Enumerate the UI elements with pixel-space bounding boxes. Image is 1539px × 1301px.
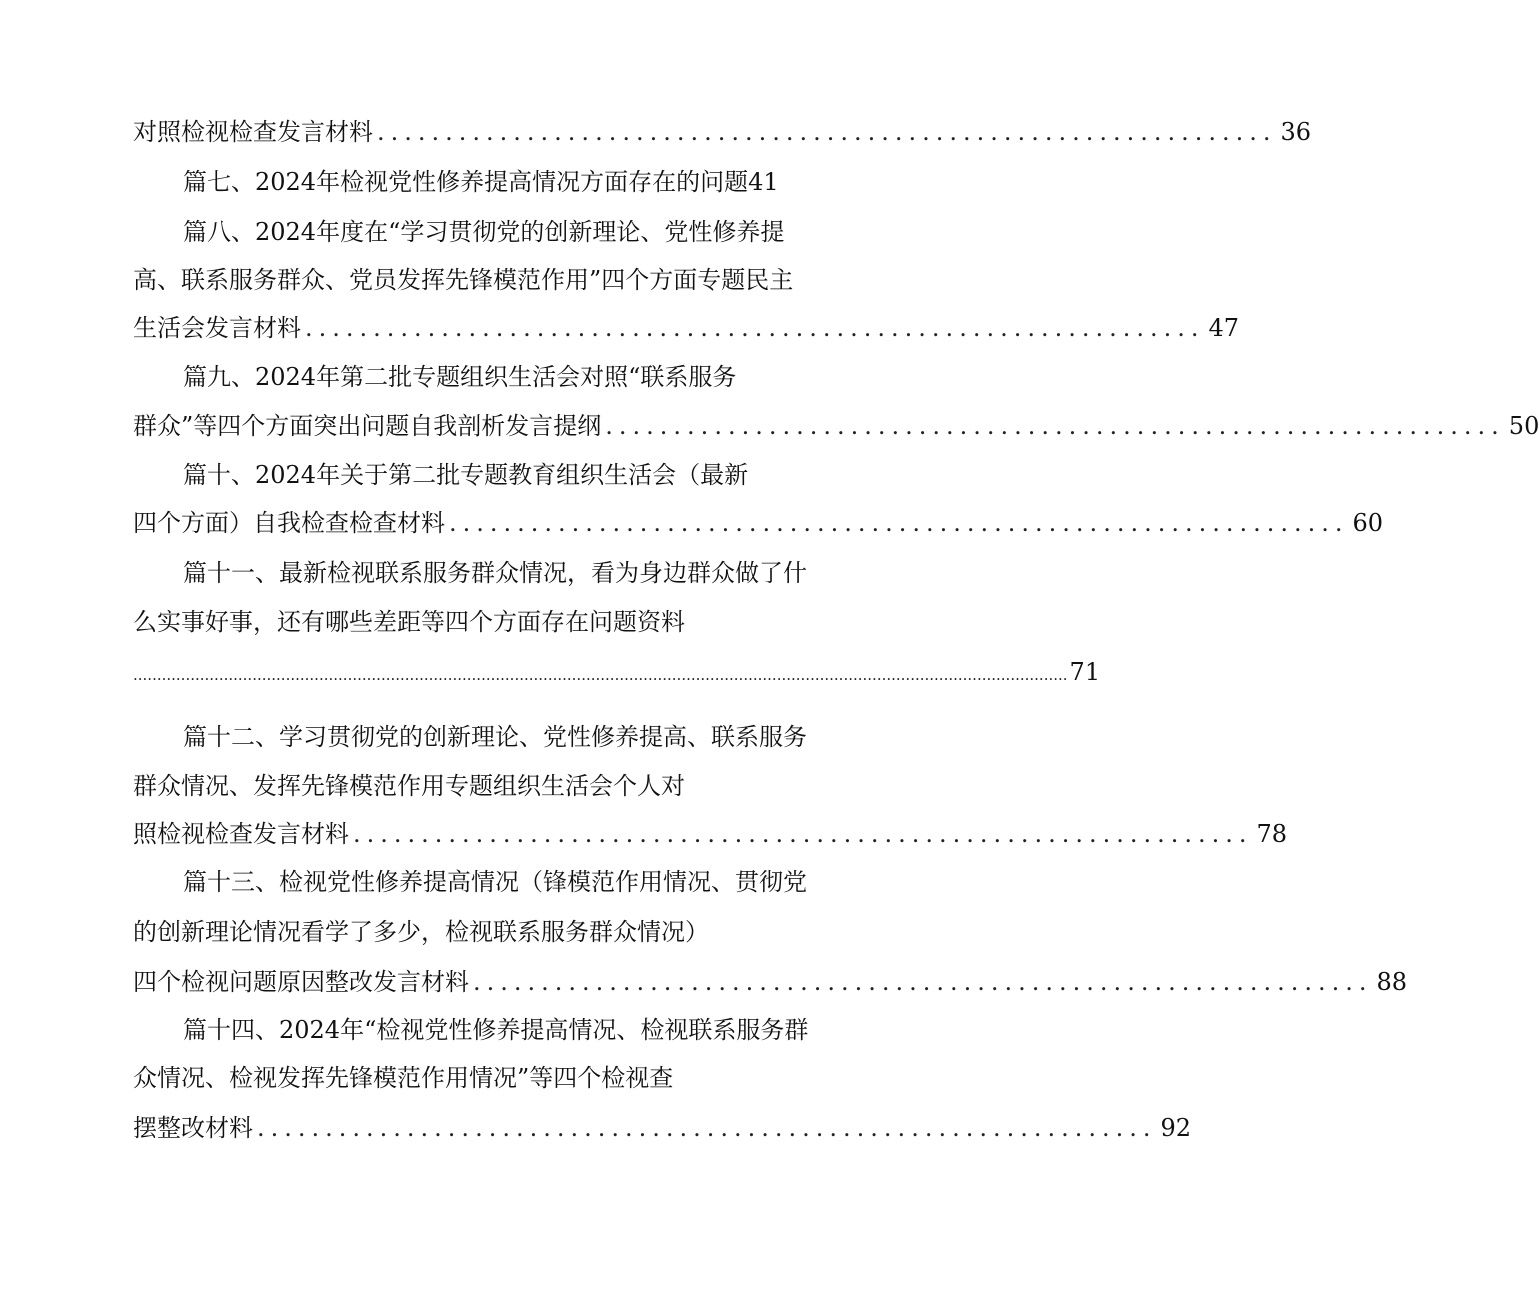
- page-number: 78: [1256, 820, 1288, 848]
- toc-entry-14-line-2[interactable]: 众情况、检视发挥先锋模范作用情况”等四个检视查: [133, 1064, 674, 1092]
- toc-entry-6[interactable]: [133, 112, 1312, 152]
- toc-entry-13[interactable]: [133, 962, 1408, 1002]
- dot-leader: ..................................................................: [473, 968, 1373, 996]
- entry-title: 照检视检查发言材料: [133, 820, 349, 848]
- entry-title: 摆整改材料: [133, 1114, 253, 1142]
- entry-title: 四个检视问题原因整改发言材料: [133, 968, 469, 996]
- toc-entry-11[interactable]: [133, 652, 1101, 692]
- page-number: 60: [1352, 509, 1384, 537]
- toc-entry-10-line-1[interactable]: 篇十、2024年关于第二批专题教育组织生活会（最新: [183, 461, 749, 489]
- page-number: 88: [1376, 968, 1408, 996]
- page-number: 71: [1069, 658, 1101, 686]
- toc-entry-14[interactable]: [133, 1108, 1192, 1148]
- toc-entry-13-line-2[interactable]: 的创新理论情况看学了多少，检视联系服务群众情况）: [133, 918, 709, 946]
- dot-leader: ..................................................................: [377, 118, 1277, 146]
- toc-entry-12-line-2[interactable]: 群众情况、发挥先锋模范作用专题组织生活会个人对: [133, 772, 685, 800]
- page-number: 47: [1208, 314, 1240, 342]
- entry-title: 生活会发言材料: [133, 314, 301, 342]
- toc-entry-8-line-1[interactable]: 篇八、2024年度在“学习贯彻党的创新理论、党性修养提: [183, 218, 785, 246]
- toc-entry-11-line-2[interactable]: 么实事好事，还有哪些差距等四个方面存在问题资料: [133, 608, 685, 636]
- dot-leader: ..................................................................: [449, 509, 1349, 537]
- toc-entry-11-line-1[interactable]: 篇十一、最新检视联系服务群众情况，看为身边群众做了什: [183, 559, 807, 587]
- toc-entry-9-line-1[interactable]: 篇九、2024年第二批专题组织生活会对照“联系服务: [183, 363, 737, 391]
- toc-entry-12[interactable]: [133, 814, 1288, 854]
- entry-title: 对照检视检查发言材料: [133, 118, 373, 146]
- page-number: 92: [1160, 1114, 1192, 1142]
- page-number: 36: [1280, 118, 1312, 146]
- entry-title: 四个方面）自我检查检查材料: [133, 509, 445, 537]
- dot-leader: ....................................................................................................................................................................................................: [133, 666, 1068, 684]
- toc-entry-8[interactable]: [133, 308, 1240, 348]
- toc-entry-14-line-1[interactable]: 篇十四、2024年“检视党性修养提高情况、检视联系服务群: [183, 1016, 809, 1044]
- dot-leader: ..................................................................: [605, 412, 1505, 440]
- toc-entry-12-line-1[interactable]: 篇十二、学习贯彻党的创新理论、党性修养提高、联系服务: [183, 723, 807, 751]
- dot-leader: ..................................................................: [257, 1114, 1157, 1142]
- toc-entry-10[interactable]: [133, 503, 1384, 543]
- toc-entry-9[interactable]: [133, 406, 1539, 446]
- dot-leader: ..................................................................: [305, 314, 1205, 342]
- toc-entry-8-line-2[interactable]: 高、联系服务群众、党员发挥先锋模范作用”四个方面专题民主: [133, 266, 794, 294]
- toc-entry-7[interactable]: 篇七、2024年检视党性修养提高情况方面存在的问题41: [183, 168, 779, 196]
- entry-title: 群众”等四个方面突出问题自我剖析发言提纲: [133, 412, 602, 440]
- dot-leader: ..................................................................: [353, 820, 1253, 848]
- page-number: 50: [1508, 412, 1539, 440]
- toc-entry-13-line-1[interactable]: 篇十三、检视党性修养提高情况（锋模范作用情况、贯彻党: [183, 868, 807, 896]
